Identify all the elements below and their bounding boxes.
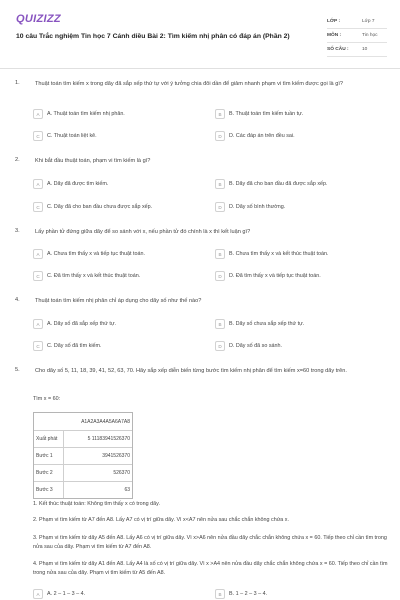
quizizz-logo: QUIZIZZ <box>16 13 61 25</box>
table-cell: 5 11183941526370 <box>87 436 130 442</box>
option-text: C. Thuật toán liệt kê. <box>47 133 97 139</box>
option-letter-box: B <box>215 179 225 189</box>
option-letter-box: D <box>215 271 225 281</box>
option-letter-box: A <box>33 109 43 119</box>
option-letter-box: C <box>33 271 43 281</box>
table-cell: Bước 2 <box>34 465 64 481</box>
option-3b[interactable] <box>215 248 329 260</box>
option-text: C. Dãy số đã tìm kiếm. <box>47 343 102 349</box>
meta-row-subject <box>327 29 387 43</box>
option-letter-box: B <box>215 319 225 329</box>
option-1d[interactable] <box>215 130 295 142</box>
question-text: Khi bắt đầu thuật toán, phạm vi tìm kiếm là gì? <box>35 158 151 164</box>
step-text: 3. Phạm vi tìm kiếm từ dãy A5 đến A8. Lấy A6 có vị trí giữa dãy. Vì x>A6 nên nửa đầu dãy chắc chắn không chứa x = 60. Tiếp theo chỉ cần tìm trong nửa sau của dãy. Phạm vi tìm kiếm từ A7 đến A8. <box>33 535 387 550</box>
meta-label: SỐ CÂU : <box>327 47 349 52</box>
question-number: 5. <box>15 367 20 373</box>
meta-row-count <box>327 43 387 57</box>
step-text: 4. Phạm vi tìm kiếm từ dãy A1 đến A8. Lấy A4 là số có vị trí giữa dãy. Vì x >A4 nên nửa đầu dãy chắc chắn không chứa x = 60. Tiếp theo chỉ cần tìm trong nửa sau của dãy. Phạm vi tìm kiếm từ A5 đến A8. <box>33 561 388 576</box>
option-3a[interactable] <box>33 248 145 260</box>
option-letter-box: C <box>33 202 43 212</box>
table-row <box>34 413 132 430</box>
question-text: Cho dãy số 5, 11, 18, 39, 41, 52, 63, 70. Hãy sắp xếp diễn biến từng bước tìm kiếm nhị phân để tìm kiếm x=60 trong dãy trên. <box>35 368 347 374</box>
option-text: A. Chưa tìm thấy x và tiếp tục thuật toán. <box>47 251 145 257</box>
option-text: B. Thuật toán tìm kiếm tuần tự. <box>229 111 304 117</box>
option-letter-box: B <box>215 109 225 119</box>
table-cell <box>34 413 64 430</box>
table-row <box>34 447 132 464</box>
table-row <box>34 464 132 481</box>
question-intro: Tìm x = 60: <box>33 396 61 402</box>
meta-label: MÔN : <box>327 33 342 38</box>
option-text: B. Dãy số chưa sắp xếp thứ tự. <box>229 321 305 327</box>
option-letter-box: B <box>215 589 225 599</box>
option-text: C. Đã tìm thấy x và kết thúc thuật toán. <box>47 273 141 279</box>
page-title: 10 câu Trắc nghiệm Tin học 7 Cánh diều Bài 2: Tìm kiếm nhị phân có đáp án (Phần 2) <box>16 33 290 40</box>
table-row <box>34 430 132 447</box>
option-letter-box: C <box>33 131 43 141</box>
option-5b[interactable] <box>215 588 267 600</box>
table-row <box>34 481 132 498</box>
question-number: 4. <box>15 297 20 303</box>
meta-row-class <box>327 15 387 29</box>
option-4a[interactable] <box>33 318 116 330</box>
table-cell: A1A2A3A4A5A6A7A8 <box>81 418 130 425</box>
option-letter-box: D <box>215 341 225 351</box>
question-number: 2. <box>15 157 20 163</box>
option-2b[interactable] <box>215 178 328 190</box>
option-text: D. Các đáp án trên đều sai. <box>229 133 295 139</box>
option-letter-box: A <box>33 589 43 599</box>
page-header <box>0 0 400 62</box>
option-text: C. Dãy đã cho ban đầu chưa được sắp xếp. <box>47 204 153 210</box>
option-2a[interactable] <box>33 178 108 190</box>
table-cell: 3941526370 <box>102 453 130 459</box>
option-letter-box: D <box>215 202 225 212</box>
option-text: B. 1 – 2 – 3 – 4. <box>229 591 268 597</box>
option-text: D. Dãy số đã so sánh. <box>229 343 283 349</box>
option-letter-box: A <box>33 179 43 189</box>
option-text: D. Dãy số bình thường. <box>229 204 286 210</box>
option-4d[interactable] <box>215 340 282 352</box>
meta-value: Lớp 7 <box>362 19 375 24</box>
option-text: A. Thuật toán tìm kiếm nhị phân. <box>47 111 125 117</box>
option-3c[interactable] <box>33 270 140 282</box>
option-1c[interactable] <box>33 130 97 142</box>
option-letter-box: A <box>33 319 43 329</box>
option-5a[interactable] <box>33 588 85 600</box>
question-text: Lấy phần tử đứng giữa dãy để so sánh với x, nếu phần tử đó chính là x thì kết luận gì? <box>35 229 251 235</box>
option-text: A. Dãy đã được tìm kiếm. <box>47 181 109 187</box>
table-cell: 526370 <box>113 470 130 476</box>
question-text: Thuật toán tìm kiếm nhị phân chỉ áp dụng cho dãy số như thế nào? <box>35 298 202 304</box>
option-1b[interactable] <box>215 108 303 120</box>
table-cell: Bước 3 <box>34 482 64 498</box>
option-letter-box: C <box>33 341 43 351</box>
meta-label: LỚP : <box>327 19 341 24</box>
option-1a[interactable] <box>33 108 125 120</box>
meta-value: Tin học <box>362 33 378 38</box>
option-2d[interactable] <box>215 201 285 213</box>
header-divider <box>0 68 400 69</box>
meta-value: 10 <box>362 47 368 52</box>
option-text: A. Dãy số đã sắp xếp thứ tự. <box>47 321 116 327</box>
option-3d[interactable] <box>215 270 321 282</box>
table-cell: Bước 1 <box>34 448 64 464</box>
meta-info <box>327 15 387 57</box>
option-text: B. Chưa tìm thấy x và kết thúc thuật toán. <box>229 251 329 257</box>
option-2c[interactable] <box>33 201 152 213</box>
table-cell: 63 <box>124 487 130 493</box>
step-text: 2. Phạm vi tìm kiếm từ A7 đến A8. Lấy A7 có vị trí giữa dãy. Vì x<A7 nên nửa sau chắc chắn không chứa x. <box>33 517 290 523</box>
question-number: 3. <box>15 228 20 234</box>
question-number: 1. <box>15 80 20 86</box>
option-text: B. Dãy đã cho ban đầu đã được sắp xếp. <box>229 181 328 187</box>
option-letter-box: D <box>215 131 225 141</box>
question-text: Thuật toán tìm kiếm x trong dãy đã sắp xếp thứ tự với ý tưởng chia đôi dần để giảm nhanh phạm vi tìm kiếm được gọi là gì? <box>35 81 343 87</box>
option-letter-box: A <box>33 249 43 259</box>
step-text: 1. Kết thúc thuật toán: Không tìm thấy x có trong dãy. <box>33 501 160 507</box>
option-text: A. 2 – 1 – 3 – 4. <box>47 591 86 597</box>
option-text: D. Đã tìm thấy x và tiếp tục thuật toán. <box>229 273 321 279</box>
table-cell: Xuất phát <box>34 431 64 447</box>
option-letter-box: B <box>215 249 225 259</box>
search-steps-table <box>33 412 133 499</box>
option-4c[interactable] <box>33 340 102 352</box>
option-4b[interactable] <box>215 318 304 330</box>
